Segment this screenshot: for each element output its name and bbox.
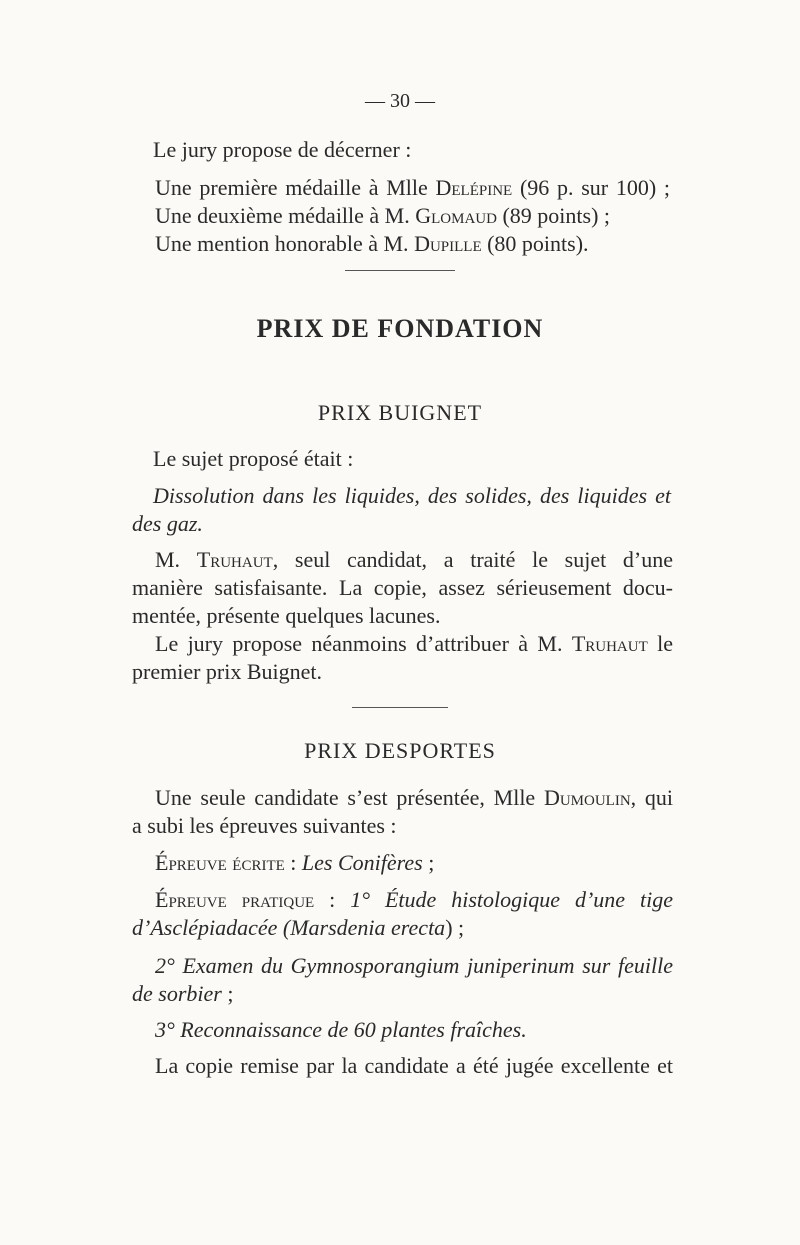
- para-text: , seul candidat, a traité le sujet d’une: [272, 547, 674, 572]
- candidate-name: Truhaut: [196, 547, 273, 572]
- epreuve-subject: de sorbier: [132, 981, 222, 1006]
- epreuve-subject: 1° Étude histologique d’une tige: [350, 887, 674, 912]
- award-score: (89 points) ;: [496, 203, 611, 228]
- epreuve-ecrite: [155, 849, 434, 877]
- laureate-name: Glomaud: [415, 203, 497, 228]
- award-honorable-mention: [155, 230, 589, 258]
- prix-desportes-title: PRIX DESPORTES: [304, 738, 496, 763]
- section-divider: [345, 270, 455, 271]
- epreuve-item-2-line1: 2° Examen du Gymnosporangium juniperinum sur feuille: [155, 953, 673, 978]
- epreuve-item-3: 3° Reconnaissance de 60 plantes fraîches.: [155, 1017, 527, 1042]
- para-text: le: [647, 631, 673, 656]
- laureate-name: Delépine: [435, 175, 513, 200]
- award-score: (96 p. sur 100) ;: [512, 175, 670, 200]
- buignet-para1-line3: mentée, présente quelques lacunes.: [132, 603, 441, 628]
- epreuve-label: Épreuve écrite: [155, 850, 285, 875]
- subject-line-1: Dissolution dans les liquides, des solides, des liquides et: [153, 483, 671, 508]
- section-title: PRIX DE FONDATION: [256, 314, 544, 343]
- award-text: Une deuxième médaille à M.: [155, 203, 416, 228]
- epreuve-subject: Les Conifères: [301, 850, 423, 875]
- species-name: Marsdenia erecta: [290, 915, 446, 940]
- candidate-name: Dumoulin: [543, 785, 631, 810]
- para-text: Le jury propose néanmoins d’attribuer à M.: [155, 631, 572, 656]
- para-text: M.: [155, 547, 197, 572]
- laureate-name: Dupille: [414, 231, 482, 256]
- candidate-name: Truhaut: [571, 631, 648, 656]
- award-first-medal: [155, 174, 670, 202]
- desportes-para1-line2: a subi les épreuves suivantes :: [132, 813, 397, 838]
- punctuation: ) ;: [445, 915, 465, 940]
- para-text: , qui: [630, 785, 673, 810]
- punctuation: ;: [221, 981, 234, 1006]
- buignet-para2-line2: premier prix Buignet.: [132, 659, 323, 684]
- epreuve-pratique-line2: [132, 914, 464, 942]
- award-second-medal: [155, 202, 610, 230]
- punctuation: ;: [422, 850, 435, 875]
- subject-intro: Le sujet proposé était :: [153, 446, 354, 471]
- buignet-para1-line2: manière satisfaisante. La copie, assez sérieusement docu-: [132, 575, 673, 600]
- buignet-para2-line1: [155, 630, 673, 658]
- desportes-last-line: La copie remise par la candidate a été jugée excellente et: [155, 1053, 673, 1078]
- award-text: Une mention honorable à M.: [155, 231, 415, 256]
- buignet-para1-line1: [155, 546, 673, 574]
- epreuve-label: Épreuve pratique: [155, 887, 315, 912]
- jury-intro: Le jury propose de décerner :: [153, 137, 412, 162]
- prix-buignet-title: PRIX BUIGNET: [317, 400, 483, 425]
- epreuve-item-2-line2: [132, 980, 233, 1008]
- epreuve-pratique-line1: [155, 886, 673, 914]
- subject-line-2: des gaz.: [132, 511, 203, 536]
- award-score: (80 points).: [481, 231, 589, 256]
- section-divider: [352, 707, 448, 708]
- award-text: Une première médaille à Mlle: [155, 175, 436, 200]
- separator: :: [314, 887, 351, 912]
- separator: :: [284, 850, 302, 875]
- page-number: — 30 —: [365, 90, 435, 112]
- para-text: Une seule candidate s’est présentée, Mlle: [155, 785, 544, 810]
- desportes-para1-line1: [155, 784, 673, 812]
- epreuve-subject: d’Asclépiadacée (: [132, 915, 291, 940]
